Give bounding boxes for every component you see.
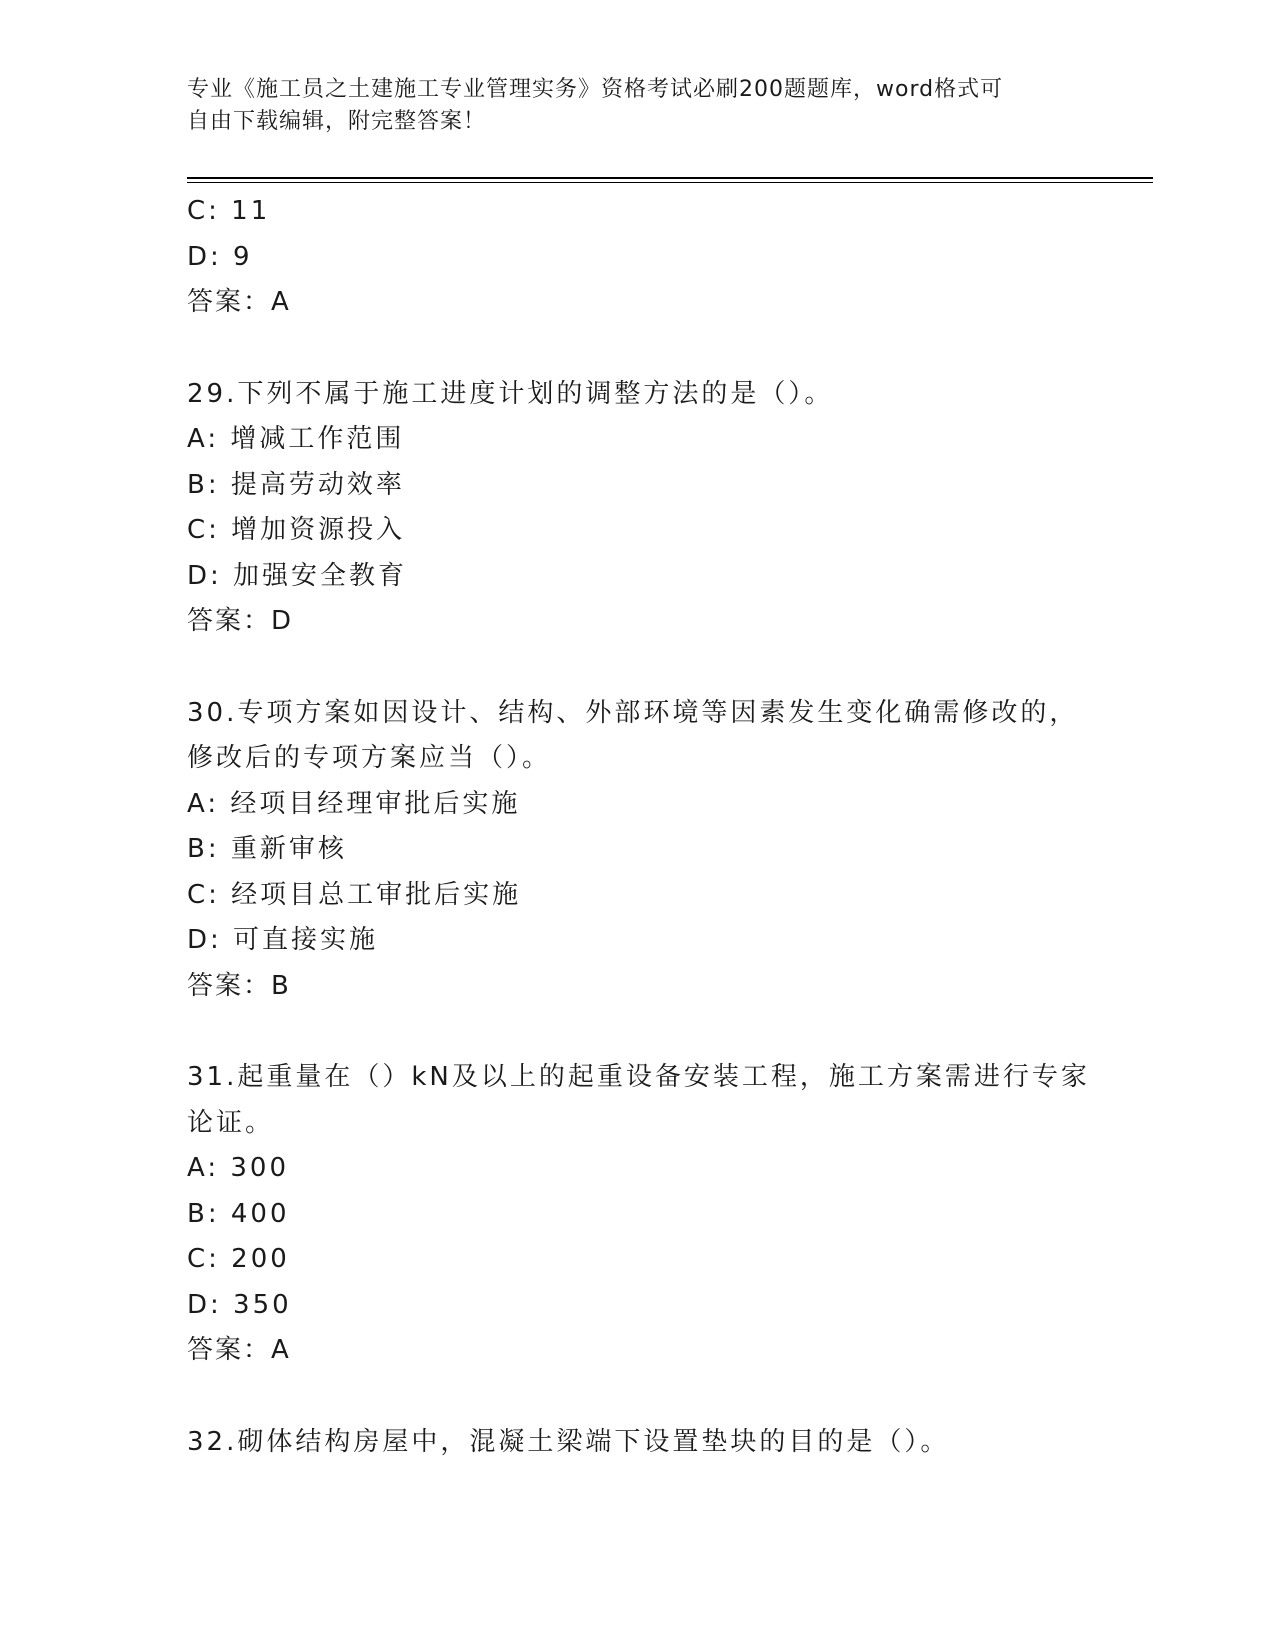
answer-line: 答案：A [187, 287, 291, 317]
question-text: 29.下列不属于施工进度计划的调整方法的是（）。 [187, 378, 834, 409]
header-line-1: 专业《施工员之土建施工专业管理实务》资格考试必刷200题题库，word格式可 [187, 77, 1004, 102]
header-divider-thin [187, 182, 1153, 183]
document-body [187, 189, 1090, 1465]
answer-line: 答案：D [187, 606, 294, 636]
spacer [187, 1374, 1087, 1420]
question-text-line-1: 30.专项方案如因设计、结构、外部环境等因素发生变化确需修改的， [187, 697, 1079, 728]
header-divider-thick [187, 177, 1153, 179]
question-text-line-1: 31.起重量在（）kN及以上的起重设备安装工程，施工方案需进行专家 [187, 1062, 1090, 1092]
option-c: C: 11 [187, 196, 271, 226]
option-d: D: 9 [187, 241, 253, 272]
option-c: C: 200 [187, 1244, 290, 1274]
option-d: D: 350 [187, 1289, 292, 1320]
option-d: D: 可直接实施 [187, 925, 379, 955]
answer-line: 答案：B [187, 970, 291, 1001]
option-a: A: 增减工作范围 [187, 424, 405, 454]
question-28-tail [187, 189, 1087, 326]
spacer [187, 326, 1087, 372]
spacer [187, 1009, 1087, 1055]
option-b: B: 重新审核 [187, 834, 347, 864]
question-32 [187, 1420, 1087, 1466]
option-c: C: 增加资源投入 [187, 515, 406, 545]
header-line-2: 自由下载编辑，附完整答案！ [187, 109, 487, 134]
option-b: B: 提高劳动效率 [187, 469, 405, 500]
option-c: C: 经项目总工审批后实施 [187, 879, 522, 910]
question-text-line-2: 论证。 [187, 1107, 275, 1138]
spacer [187, 645, 1087, 691]
answer-line: 答案：A [187, 1335, 291, 1365]
option-d: D: 加强安全教育 [187, 560, 408, 591]
option-a: A: 300 [187, 1153, 289, 1183]
question-text: 32.砌体结构房屋中，混凝土梁端下设置垫块的目的是（）。 [187, 1426, 950, 1457]
question-30 [187, 691, 1087, 1010]
question-31 [187, 1055, 1090, 1374]
page-header [187, 74, 1087, 138]
question-29 [187, 372, 1087, 645]
question-text-line-2: 修改后的专项方案应当（）。 [187, 743, 552, 773]
option-b: B: 400 [187, 1198, 290, 1229]
option-a: A: 经项目经理审批后实施 [187, 788, 521, 819]
